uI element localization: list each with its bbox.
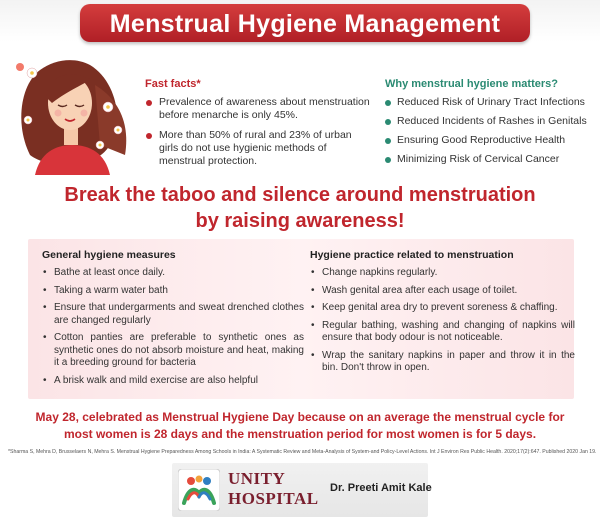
general-hygiene-item: • A brisk walk and mild exercise are also helpful	[42, 375, 304, 388]
title-banner	[0, 0, 600, 42]
fast-facts-section	[145, 78, 370, 175]
reference-footnote: *Sharma S, Mehra D, Brusselaers N, Mehra S. Menstrual Hygiene Preparedness Among Schools in India: A Systematic Review and Meta-Analysis of System-and Policy-Level Actions. Int J Environ Res Public Health. 2020;17(2):647. Published 2020 Jan 19.	[8, 449, 597, 455]
fast-fact-item: Prevalence of awareness about menstruation before menarche is only 45%.	[145, 96, 370, 122]
hygiene-day-line-2: most women is 28 days and the menstruation period for most women is for 5 days.	[63, 427, 537, 441]
woman-illustration	[0, 45, 150, 175]
brand-name-line-1: UNITY	[228, 469, 286, 488]
page-title: Menstrual Hygiene Management	[109, 10, 501, 38]
menstrual-practice-item: • Wash genital area after each usage of toilet.	[310, 285, 575, 298]
why-matters-item: Reduced Risk of Urinary Tract Infections	[385, 96, 595, 109]
fast-fact-item: More than 50% of rural and 23% of urban girls do not use hygienic methods of menstrual protection.	[145, 129, 370, 168]
taboo-line-1: Break the taboo and silence around menstruation	[64, 184, 536, 206]
hygiene-day-note	[20, 409, 580, 443]
why-matters-item: Reduced Incidents of Rashes in Genitals	[385, 115, 595, 128]
brand-name-line-2: HOSPITAL	[228, 489, 319, 508]
taboo-line-2: by raising awareness!	[195, 210, 405, 232]
menstrual-practice-item: • Wrap the sanitary napkins in paper and throw it in the bin. Don't throw in open.	[310, 350, 575, 375]
title-pill	[80, 4, 530, 42]
general-hygiene-item: • Taking a warm water bath	[42, 285, 304, 298]
menstrual-practice-item: • Keep genital area dry to prevent soreness & chaffing.	[310, 302, 575, 315]
general-hygiene-item: • Bathe at least once daily.	[42, 267, 304, 280]
menstrual-practice-heading: Hygiene practice related to menstruation	[310, 249, 514, 261]
general-hygiene-item: • Ensure that undergarments and sweat drenched clothes are changed regularly	[42, 302, 304, 327]
menstrual-practice-item: • Change napkins regularly.	[310, 267, 575, 280]
why-matters-heading: Why menstrual hygiene matters?	[385, 78, 558, 90]
menstrual-practice-column	[310, 249, 575, 380]
menstrual-practice-item: • Regular bathing, washing and changing of napkins will ensure that body odour is not noticeable.	[310, 320, 575, 345]
why-matters-item: Ensuring Good Reproductive Health	[385, 134, 595, 147]
unity-hospital-logo-icon	[178, 469, 220, 511]
why-matters-section	[385, 78, 595, 172]
doctor-name: Dr. Preeti Amit Kale	[330, 482, 432, 494]
hygiene-day-line-1: May 28, celebrated as Menstrual Hygiene Day because on an average the menstrual cycle for	[35, 410, 565, 424]
taboo-headline	[20, 182, 580, 234]
why-matters-item: Minimizing Risk of Cervical Cancer	[385, 153, 595, 166]
general-hygiene-heading: General hygiene measures	[42, 249, 176, 261]
general-hygiene-column	[42, 249, 304, 392]
general-hygiene-item: • Cotton panties are preferable to synthetic ones as synthetic ones do not absorb moisture and heat, making it a breeding ground for bacteria	[42, 332, 304, 370]
fast-facts-heading: Fast facts*	[145, 78, 201, 90]
